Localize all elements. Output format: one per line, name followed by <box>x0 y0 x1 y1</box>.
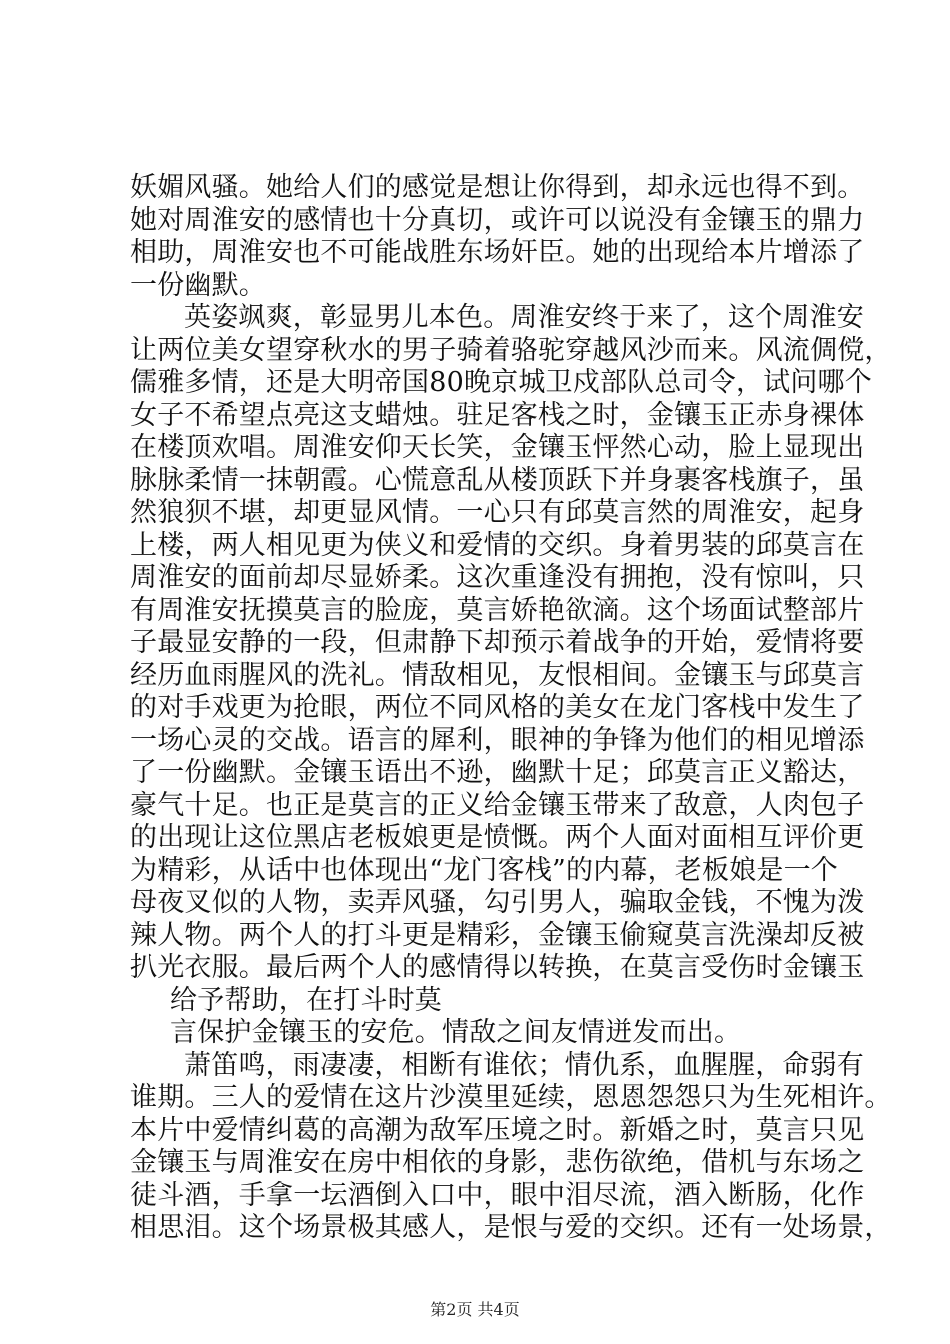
text-line: 扒光衣服。最后两个人的感情得以转换，在莫言受伤时金镶玉 <box>130 952 865 983</box>
text-line: 一场心灵的交战。语言的犀利，眼神的争锋为他们的相见增添 <box>130 724 865 756</box>
text-line: 女子不希望点亮这支蜡烛。驻足客栈之时，金镶玉正赤身裸体 <box>130 399 865 431</box>
text-line: 经历血雨腥风的洗礼。情敌相见，友恨相间。金镶玉与邱莫言 <box>130 659 865 691</box>
text-line: 了一份幽默。金镶玉语出不逊，幽默十足；邱莫言正义豁达， <box>130 757 865 788</box>
paragraph-start-line: 萧笛鸣，雨凄凄，相断有谁依；情仇系，血腥腥，命弱有 <box>184 1049 864 1081</box>
text-line: 本片中爱情纠葛的高潮为敌军压境之时。新婚之时，莫言只见 <box>130 1114 865 1146</box>
text-line: 有周淮安抚摸莫言的脸庞，莫言娇艳欲滴。这个场面试整部片 <box>130 594 865 626</box>
text-line: 豪气十足。也正是莫言的正义给金镶玉带来了敌意，人肉包子 <box>130 789 865 821</box>
text-line: 她对周淮安的感情也十分真切，或许可以说没有金镶玉的鼎力 <box>130 204 865 236</box>
text-line: 的出现让这位黑店老板娘更是愤慨。两个人面对面相互评价更 <box>130 822 865 853</box>
text-line: 谁期。三人的爱情在这片沙漠里延续，恩恩怨怨只为生死相许。 <box>130 1082 892 1113</box>
text-line: 周淮安的面前却尽显娇柔。这次重逢没有拥抱，没有惊叫，只 <box>130 562 865 593</box>
text-line: 母夜叉似的人物，卖弄风骚，勾引男人，骗取金钱，不愧为泼 <box>130 887 865 918</box>
text-line: 给予帮助，在打斗时莫 <box>170 984 442 1016</box>
text-line: 的对手戏更为抢眼，两位不同风格的美女在龙门客栈中发生了 <box>130 692 865 723</box>
document-body <box>130 172 892 1245</box>
text-line: 在楼顶欢唱。周淮安仰天长笑，金镶玉怦然心动，脸上显现出 <box>130 432 865 463</box>
text-line: 儒雅多情，还是大明帝国80晚京城卫戍部队总司令，试问哪个 <box>130 367 872 398</box>
text-line: 辣人物。两个人的打斗更是精彩，金镶玉偷窥莫言洗澡却反被 <box>130 919 865 951</box>
text-line: 子最显安静的一段，但肃静下却预示着战争的开始，爱情将要 <box>130 627 865 658</box>
text-line: 言保护金镶玉的安危。情敌之间友情迸发而出。 <box>170 1017 742 1048</box>
text-line: 妖媚风骚。她给人们的感觉是想让你得到，却永远也得不到。 <box>130 172 865 203</box>
text-line: 金镶玉与周淮安在房中相依的身影，悲伤欲绝，借机与东场之 <box>130 1147 865 1178</box>
text-line: 脉脉柔情一抹朝霞。心慌意乱从楼顶跃下并身裹客栈旗子，虽 <box>130 464 865 496</box>
paragraph-start-line: 英姿飒爽，彰显男儿本色。周淮安终于来了，这个周淮安 <box>184 302 864 333</box>
text-line: 徒斗酒，手拿一坛酒倒入口中，眼中泪尽流，酒入断肠，化作 <box>130 1179 865 1211</box>
text-line: 让两位美女望穿秋水的男子骑着骆驼穿越风沙而来。风流倜傥， <box>130 334 892 366</box>
text-line: 为精彩，从话中也体现出“龙门客栈”的内幕，老板娘是一个 <box>130 854 839 886</box>
text-line: 一份幽默。 <box>130 269 266 301</box>
text-line: 相助，周淮安也不可能战胜东场奸臣。她的出现给本片增添了 <box>130 237 865 268</box>
text-line: 然狼狈不堪，却更显风情。一心只有邱莫言然的周淮安，起身 <box>130 497 865 528</box>
text-line: 上楼，两人相见更为侠义和爱情的交织。身着男装的邱莫言在 <box>130 529 865 561</box>
text-line: 相思泪。这个场景极其感人，是恨与爱的交织。还有一处场景， <box>130 1212 892 1243</box>
page-number-footer: 第2页 共4页 <box>430 1300 520 1319</box>
